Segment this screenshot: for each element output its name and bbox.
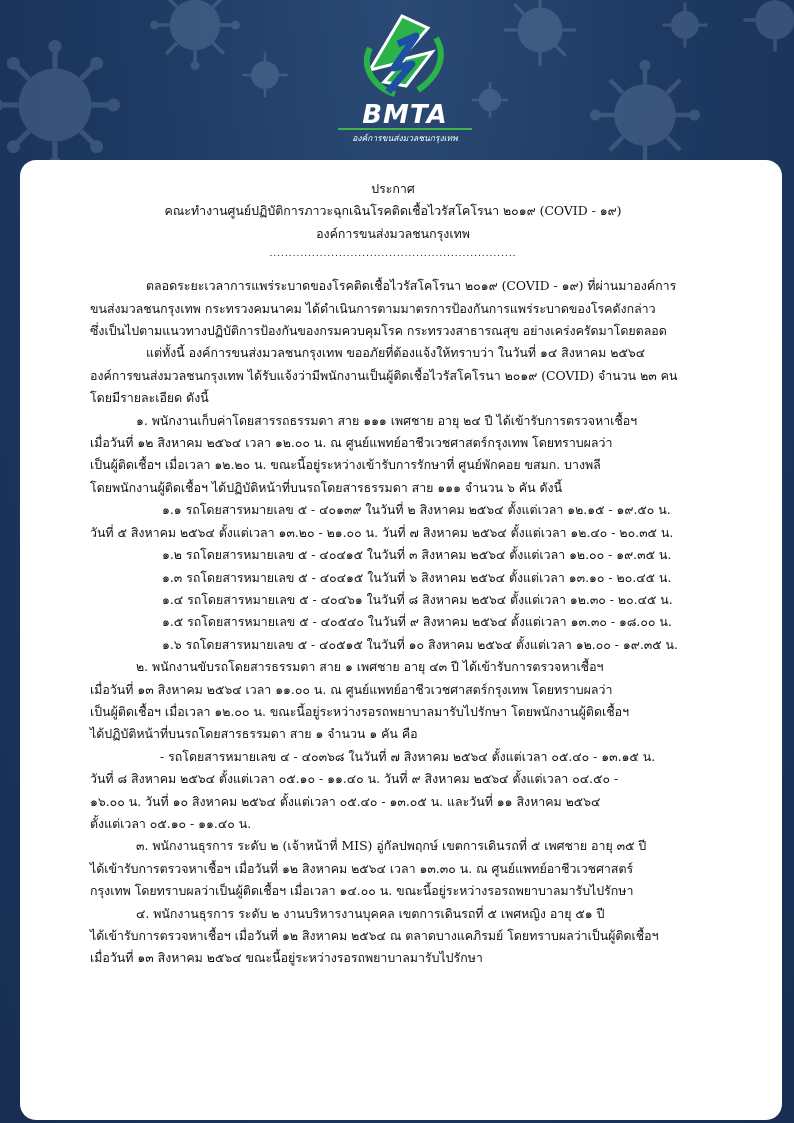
virus-illustration-icon <box>660 0 710 50</box>
text-line: ๔. พนักงานธุรการ ระดับ ๒ งานบริหารงานบุคคล เขตการเดินรถที่ ๕ เพศหญิง อายุ ๕๑ ปี <box>136 905 605 921</box>
text-line: ตลอดระยะเวลาการแพร่ระบาดของโรคติดเชื้อไวรัสโคโรนา ๒๐๑๙ (COVID - ๑๙) ที่ผ่านมาองค์การ <box>146 278 677 294</box>
brand-name: BMTA <box>362 100 448 130</box>
text-line: เมื่อวันที่ ๑๒ สิงหาคม ๒๕๖๔ เวลา ๑๒.๐๐ น. ณ ศูนย์แพทย์อาชีวเวชศาสตร์กรุงเทพ โดยทราบผลว่า <box>90 435 613 451</box>
list-item: ๑.๓ รถโดยสารหมายเลข ๕ - ๔๐๔๑๕ ในวันที่ ๖ สิงหาคม ๒๕๖๔ ตั้งแต่เวลา ๑๓.๑๐ - ๒๐.๔๕ น. <box>162 569 672 585</box>
bus-list-2 <box>90 746 696 836</box>
virus-illustration-icon <box>470 80 510 120</box>
list-item: ๑.๖ รถโดยสารหมายเลข ๕ - ๔๐๕๑๕ ในวันที่ ๑๐ สิงหาคม ๒๕๖๔ ตั้งแต่เวลา ๑๒.๐๐ - ๑๙.๓๕ น. <box>162 636 678 652</box>
case-item-1 <box>90 410 696 500</box>
announcement-body <box>90 178 696 970</box>
list-item: ๑.๑ รถโดยสารหมายเลข ๕ - ๔๐๑๓๙ ในวันที่ ๒ สิงหาคม ๒๕๖๔ ตั้งแต่เวลา ๑๒.๑๕ - ๑๙.๕๐ น. <box>162 502 671 518</box>
text-line: แต่ทั้งนี้ องค์การขนส่งมวลชนกรุงเทพ ขออภัยที่ต้องแจ้งให้ทราบว่า ในวันที่ ๑๔ สิงหาคม ๒๕๖๔ <box>146 345 646 361</box>
doc-title: คณะทำงานศูนย์ปฏิบัติการภาวะฉุกเฉินโรคติดเชื้อไวรัสโคโรนา ๒๐๑๙ (COVID - ๑๙) <box>164 203 622 219</box>
bus-list-1 <box>90 499 696 656</box>
divider-dots: ................................................................ <box>269 249 517 260</box>
virus-illustration-icon <box>240 50 290 100</box>
text-line: กรุงเทพ โดยทราบผลว่าเป็นผู้ติดเชื้อฯ เมื่อเวลา ๑๔.๐๐ น. ขณะนี้อยู่ระหว่างรอรถพยาบาลมารับไปรักษา <box>90 883 634 899</box>
text-line: ได้เข้ารับการตรวจหาเชื้อฯ เมื่อวันที่ ๑๒ สิงหาคม ๒๕๖๔ เวลา ๑๓.๓๐ น. ณ ศูนย์แพทย์อาชีวเวชศาสตร์ <box>90 860 634 876</box>
text-line: เมื่อวันที่ ๑๓ สิงหาคม ๒๕๖๔ ขณะนี้อยู่ระหว่างรอรถพยาบาลมารับไปรักษา <box>90 950 483 966</box>
list-item: ตั้งแต่เวลา ๐๕.๑๐ - ๑๑.๔๐ น. <box>90 815 252 831</box>
text-line: ขนส่งมวลชนกรุงเทพ กระทรวงคมนาคม ได้ดำเนินการตามมาตรการป้องกันการแพร่ระบาดของโรคดังกล่าว <box>90 300 656 316</box>
list-item: ๑.๔ รถโดยสารหมายเลข ๕ - ๔๐๔๖๑ ในวันที่ ๘ สิงหาคม ๒๕๖๔ ตั้งแต่เวลา ๑๒.๓๐ - ๒๐.๔๕ น. <box>162 591 673 607</box>
text-line: ๑. พนักงานเก็บค่าโดยสารรถธรรมดา สาย ๑๑๑ เพศชาย อายุ ๒๔ ปี ได้เข้ารับการตรวจหาเชื้อฯ <box>136 412 638 428</box>
text-line: ๒. พนักงานขับรถโดยสารธรรมดา สาย ๑ เพศชาย อายุ ๔๓ ปี ได้เข้ารับการตรวจหาเชื้อฯ <box>136 659 604 675</box>
doc-heading: ประกาศ <box>371 181 415 196</box>
brand-subtitle: องค์การขนส่งมวลชนกรุงเทพ <box>338 128 472 145</box>
text-line: เป็นผู้ติดเชื้อฯ เมื่อเวลา ๑๒.๐๐ น. ขณะนี้อยู่ระหว่างรอรถพยาบาลมารับไปรักษา โดยพนักงานผู้ติดเชื้อฯ <box>90 703 630 719</box>
case-item-3 <box>90 835 696 902</box>
case-item-2 <box>90 656 696 746</box>
list-item: - รถโดยสารหมายเลข ๔ - ๔๐๓๖๘ ในวันที่ ๗ สิงหาคม ๒๕๖๔ ตั้งแต่เวลา ๐๕.๔๐ - ๑๓.๑๕ น. <box>160 748 656 764</box>
virus-illustration-icon <box>590 60 700 170</box>
doc-org: องค์การขนส่งมวลชนกรุงเทพ <box>316 225 470 241</box>
list-item: ๑๖.๐๐ น. วันที่ ๑๐ สิงหาคม ๒๕๖๔ ตั้งแต่เวลา ๐๕.๔๐ - ๑๓.๐๕ น. และวันที่ ๑๑ สิงหาคม ๒๕๖๔ <box>90 793 601 809</box>
list-item: วันที่ ๕ สิงหาคม ๒๕๖๔ ตั้งแต่เวลา ๑๓.๒๐ - ๒๑.๐๐ น. วันที่ ๗ สิงหาคม ๒๕๖๔ ตั้งแต่เวลา ๑๒.๔๐ - ๒๐.๓๕ น. <box>90 524 674 540</box>
text-line: โดยพนักงานผู้ติดเชื้อฯ ได้ปฏิบัติหน้าที่บนรถโดยสารธรรมดา สาย ๑๑๑ จำนวน ๖ คัน ดังนี้ <box>90 479 563 495</box>
list-item: วันที่ ๘ สิงหาคม ๒๕๖๔ ตั้งแต่เวลา ๐๕.๑๐ - ๑๑.๔๐ น. วันที่ ๙ สิงหาคม ๒๕๖๔ ตั้งแต่เวลา ๐๔.๕๐ - <box>90 771 619 787</box>
list-item: ๑.๕ รถโดยสารหมายเลข ๕ - ๔๐๕๔๐ ในวันที่ ๙ สิงหาคม ๒๕๖๔ ตั้งแต่เวลา ๑๓.๓๐ - ๑๘.๐๐ น. <box>162 614 672 630</box>
text-line: ได้เข้ารับการตรวจหาเชื้อฯ เมื่อวันที่ ๑๒ สิงหาคม ๒๕๖๔ ณ ตลาดบางแคภิรมย์ โดยทราบผลว่าเป็นผู้ติดเชื้อฯ <box>90 928 659 943</box>
paragraph-notice <box>90 342 696 409</box>
virus-illustration-icon <box>500 0 580 70</box>
virus-illustration-icon <box>0 40 120 170</box>
text-line: ๓. พนักงานธุรการ ระดับ ๒ (เจ้าหน้าที่ MIS) อู่กัลปพฤกษ์ เขตการเดินรถที่ ๕ เพศชาย อายุ ๓๕ ปี <box>136 838 647 854</box>
text-line: ได้ปฏิบัติหน้าที่บนรถโดยสารธรรมดา สาย ๑ จำนวน ๑ คัน คือ <box>90 726 418 742</box>
text-line: เป็นผู้ติดเชื้อฯ เมื่อเวลา ๑๒.๒๐ น. ขณะนี้อยู่ระหว่างเข้ารับการรักษาที่ ศูนย์พักคอย ขสมก. บางพลี <box>90 457 601 473</box>
virus-illustration-icon <box>740 0 794 55</box>
text-line: องค์การขนส่งมวลชนกรุงเทพ ได้รับแจ้งว่ามีพนักงานเป็นผู้ติดเชื้อไวรัสโคโรนา ๒๐๑๙ (COVID) จำนวน ๒๓ คน <box>90 367 678 383</box>
paragraph-intro <box>90 275 696 342</box>
text-line: เมื่อวันที่ ๑๓ สิงหาคม ๒๕๖๔ เวลา ๑๑.๐๐ น. ณ ศูนย์แพทย์อาชีวเวชศาสตร์กรุงเทพ โดยทราบผลว่า <box>90 681 613 697</box>
text-line: ซึ่งเป็นไปตามแนวทางปฏิบัติการป้องกันของกรมควบคุมโรค กระทรวงสาธารณสุข อย่างเคร่งครัดมาโดยตลอด <box>90 323 667 339</box>
virus-illustration-icon <box>150 0 240 70</box>
case-item-4 <box>90 903 696 970</box>
list-item: ๑.๒ รถโดยสารหมายเลข ๕ - ๔๐๔๑๕ ในวันที่ ๓ สิงหาคม ๒๕๖๔ ตั้งแต่เวลา ๑๒.๐๐ - ๑๙.๓๕ น. <box>162 547 672 563</box>
text-line: โดยมีรายละเอียด ดังนี้ <box>90 390 209 406</box>
